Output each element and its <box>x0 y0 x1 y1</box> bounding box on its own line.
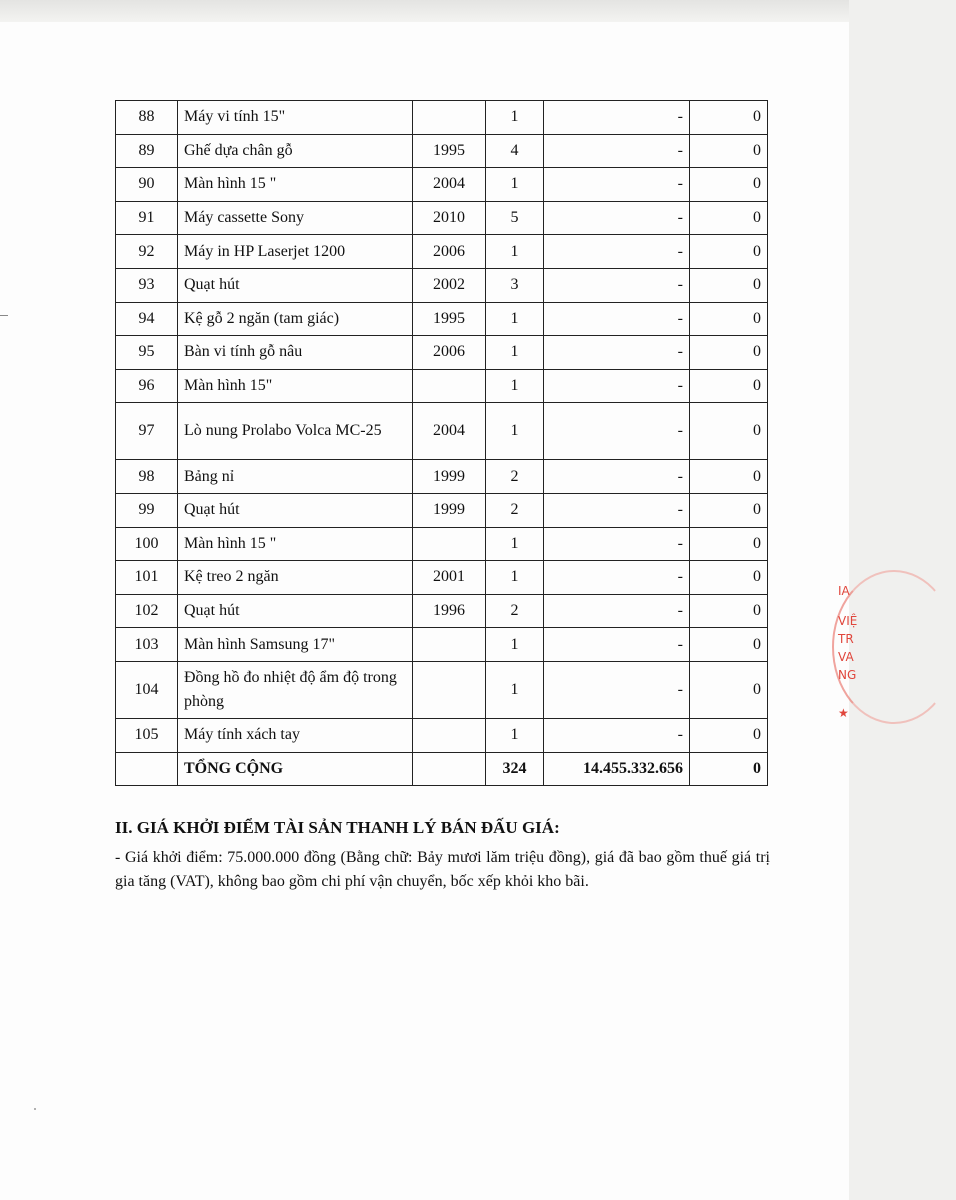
table-row <box>116 302 768 336</box>
row-value: - <box>544 302 690 336</box>
row-no: 96 <box>116 369 178 403</box>
row-remaining: 0 <box>690 268 768 302</box>
row-remaining: 0 <box>690 168 768 202</box>
row-year <box>413 101 486 135</box>
row-value: - <box>544 168 690 202</box>
row-value: - <box>544 403 690 460</box>
table-row <box>116 235 768 269</box>
row-remaining: 0 <box>690 302 768 336</box>
row-remaining: 0 <box>690 369 768 403</box>
row-name: Bàn vi tính gỗ nâu <box>178 336 413 370</box>
stamp-text-3: TR <box>838 632 854 646</box>
row-year <box>413 527 486 561</box>
stamp-text-1: IA <box>838 584 850 598</box>
row-remaining: 0 <box>690 201 768 235</box>
table-row <box>116 369 768 403</box>
row-qty: 3 <box>486 268 544 302</box>
row-name: Máy vi tính 15" <box>178 101 413 135</box>
row-year: 2010 <box>413 201 486 235</box>
row-no: 90 <box>116 168 178 202</box>
row-qty: 1 <box>486 235 544 269</box>
row-remaining: 0 <box>690 235 768 269</box>
row-qty: 2 <box>486 460 544 494</box>
row-year: 2001 <box>413 561 486 595</box>
row-qty: 2 <box>486 594 544 628</box>
table-row <box>116 101 768 135</box>
row-name: Màn hình 15 " <box>178 527 413 561</box>
total-label: TỔNG CỘNG <box>178 752 413 786</box>
row-qty: 1 <box>486 661 544 718</box>
row-name: Máy in HP Laserjet 1200 <box>178 235 413 269</box>
row-name: Ghế dựa chân gỗ <box>178 134 413 168</box>
row-year <box>413 369 486 403</box>
table-row <box>116 661 768 718</box>
row-year <box>413 628 486 662</box>
table-row <box>116 403 768 460</box>
stamp-ring <box>832 570 956 724</box>
row-name: Quạt hút <box>178 268 413 302</box>
row-year: 2002 <box>413 268 486 302</box>
margin-mark <box>0 315 8 316</box>
row-remaining: 0 <box>690 594 768 628</box>
row-no: 93 <box>116 268 178 302</box>
row-no: 95 <box>116 336 178 370</box>
section-2-body: - Giá khởi điểm: 75.000.000 đồng (Bằng chữ: Bảy mươi lăm triệu đồng), giá đã bao gồm thuế giá trị gia tăng (VAT), không bao gồm chi phí vận chuyển, bốc xếp khỏi kho bãi. <box>115 849 770 890</box>
row-remaining: 0 <box>690 336 768 370</box>
table-row <box>116 134 768 168</box>
total-remaining: 0 <box>690 752 768 786</box>
table-row <box>116 201 768 235</box>
stamp-text-4: VA <box>838 650 854 664</box>
row-remaining: 0 <box>690 561 768 595</box>
table-row <box>116 336 768 370</box>
row-qty: 1 <box>486 369 544 403</box>
asset-table <box>115 100 768 786</box>
row-name: Máy cassette Sony <box>178 201 413 235</box>
row-year: 2006 <box>413 235 486 269</box>
row-no: 99 <box>116 493 178 527</box>
row-no: 103 <box>116 628 178 662</box>
row-year: 2004 <box>413 403 486 460</box>
table-row <box>116 268 768 302</box>
asset-table-body <box>116 101 768 753</box>
row-qty: 1 <box>486 527 544 561</box>
row-value: - <box>544 594 690 628</box>
row-qty: 1 <box>486 403 544 460</box>
row-name: Quạt hút <box>178 594 413 628</box>
row-value: - <box>544 369 690 403</box>
scan-top-edge <box>0 0 849 22</box>
row-year: 1999 <box>413 460 486 494</box>
row-remaining: 0 <box>690 403 768 460</box>
row-year: 1996 <box>413 594 486 628</box>
row-no: 91 <box>116 201 178 235</box>
stamp-text-5: NG <box>838 668 857 682</box>
total-year-cell <box>413 752 486 786</box>
stamp-text-2: VIỆ <box>838 614 858 628</box>
table-row <box>116 561 768 595</box>
row-value: - <box>544 134 690 168</box>
table-row <box>116 718 768 752</box>
row-remaining: 0 <box>690 661 768 718</box>
row-qty: 1 <box>486 628 544 662</box>
table-row <box>116 493 768 527</box>
row-name: Kệ treo 2 ngăn <box>178 561 413 595</box>
table-row <box>116 168 768 202</box>
row-name: Kệ gỗ 2 ngăn (tam giác) <box>178 302 413 336</box>
row-value: - <box>544 460 690 494</box>
row-qty: 1 <box>486 101 544 135</box>
row-qty: 1 <box>486 561 544 595</box>
row-no: 92 <box>116 235 178 269</box>
total-row <box>116 752 768 786</box>
row-value: - <box>544 561 690 595</box>
table-row <box>116 594 768 628</box>
scan-speck <box>34 1108 36 1110</box>
row-qty: 1 <box>486 302 544 336</box>
row-remaining: 0 <box>690 718 768 752</box>
row-name: Bảng nỉ <box>178 460 413 494</box>
table-row <box>116 527 768 561</box>
row-year: 1999 <box>413 493 486 527</box>
row-year <box>413 661 486 718</box>
row-name: Máy tính xách tay <box>178 718 413 752</box>
row-remaining: 0 <box>690 493 768 527</box>
row-qty: 1 <box>486 718 544 752</box>
row-no: 104 <box>116 661 178 718</box>
total-value: 14.455.332.656 <box>544 752 690 786</box>
row-name: Màn hình 15" <box>178 369 413 403</box>
row-no: 102 <box>116 594 178 628</box>
row-value: - <box>544 201 690 235</box>
row-value: - <box>544 101 690 135</box>
row-value: - <box>544 268 690 302</box>
row-value: - <box>544 235 690 269</box>
row-qty: 2 <box>486 493 544 527</box>
total-no-cell <box>116 752 178 786</box>
row-remaining: 0 <box>690 101 768 135</box>
row-qty: 1 <box>486 168 544 202</box>
row-year <box>413 718 486 752</box>
row-no: 101 <box>116 561 178 595</box>
row-no: 94 <box>116 302 178 336</box>
row-value: - <box>544 336 690 370</box>
row-no: 88 <box>116 101 178 135</box>
row-no: 97 <box>116 403 178 460</box>
row-year: 1995 <box>413 302 486 336</box>
row-name: Màn hình 15 " <box>178 168 413 202</box>
row-name: Màn hình Samsung 17" <box>178 628 413 662</box>
row-no: 98 <box>116 460 178 494</box>
row-year: 1995 <box>413 134 486 168</box>
row-value: - <box>544 718 690 752</box>
red-seal-stamp <box>822 570 862 730</box>
row-remaining: 0 <box>690 527 768 561</box>
row-no: 100 <box>116 527 178 561</box>
table-row <box>116 460 768 494</box>
row-remaining: 0 <box>690 460 768 494</box>
row-value: - <box>544 493 690 527</box>
row-name: Quạt hút <box>178 493 413 527</box>
row-remaining: 0 <box>690 134 768 168</box>
row-no: 105 <box>116 718 178 752</box>
row-value: - <box>544 527 690 561</box>
row-no: 89 <box>116 134 178 168</box>
row-name: Đồng hồ đo nhiệt độ ẩm độ trong phòng <box>178 661 413 718</box>
row-value: - <box>544 628 690 662</box>
row-year: 2004 <box>413 168 486 202</box>
section-2-title: II. GIÁ KHỞI ĐIỂM TÀI SẢN THANH LÝ BÁN ĐẤU GIÁ: <box>115 818 560 837</box>
row-qty: 4 <box>486 134 544 168</box>
table-row <box>116 628 768 662</box>
stamp-star-icon: ★ <box>838 706 849 720</box>
row-qty: 5 <box>486 201 544 235</box>
total-qty: 324 <box>486 752 544 786</box>
row-qty: 1 <box>486 336 544 370</box>
row-name: Lò nung Prolabo Volca MC-25 <box>178 403 413 460</box>
row-value: - <box>544 661 690 718</box>
row-remaining: 0 <box>690 628 768 662</box>
row-year: 2006 <box>413 336 486 370</box>
